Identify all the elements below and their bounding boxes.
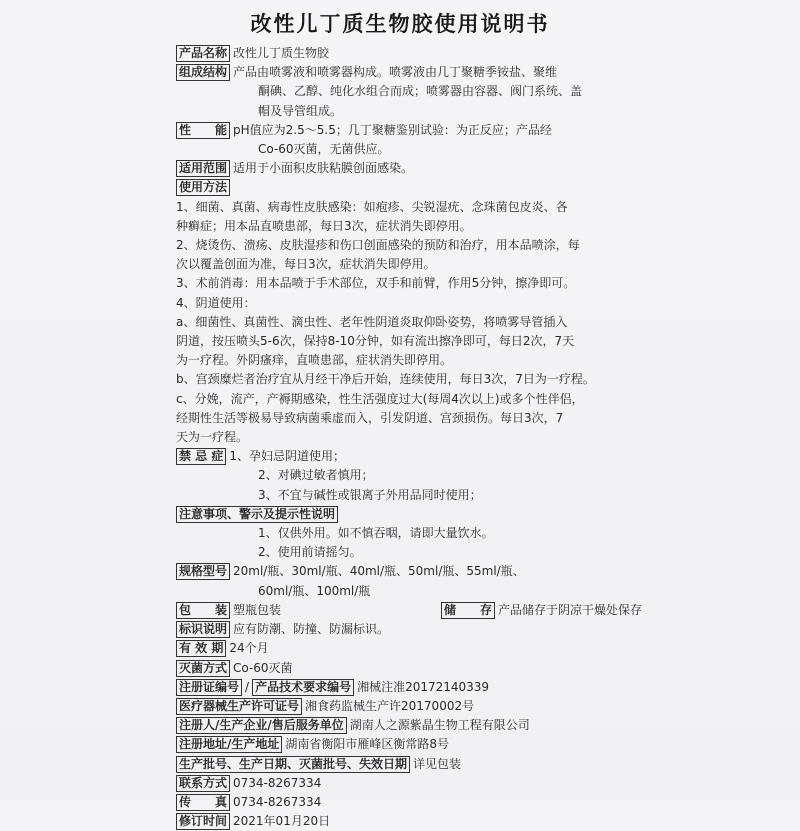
- sterilization-row: [176, 659, 642, 678]
- performance-row: [176, 121, 642, 159]
- contact-label: 联系方式: [176, 775, 230, 792]
- performance-label: 性 能: [176, 122, 230, 139]
- performance-line: Co-60灭菌，无菌供应。: [258, 142, 390, 157]
- scope-label: 适用范围: [176, 160, 230, 177]
- warning-item: 1、仅供外用。如不慎吞咽，请即大量饮水。: [258, 526, 494, 541]
- packaging-label: 包 装: [176, 602, 230, 619]
- composition-row: [176, 63, 642, 121]
- usage-line: 经期性生活等极易导致病菌乘虚而入，引发阴道、宫颈损伤。每日3次，7: [176, 410, 564, 425]
- specs-line: 20ml/瓶、30ml/瓶、40ml/瓶、50ml/瓶、55ml/瓶、: [233, 564, 525, 579]
- specs-line: 60ml/瓶、100ml/瓶: [258, 583, 371, 598]
- specs-row: [176, 562, 642, 600]
- warning-item: 2、使用前请摇匀。: [258, 545, 362, 560]
- contraindication-item: 3、不宜与碱性或银离子外用品同时使用；: [258, 487, 482, 502]
- product-name-label: 产品名称: [176, 45, 230, 62]
- registration-separator: /: [245, 679, 250, 694]
- revision-label: 修订时间: [176, 813, 230, 830]
- composition-line: 酮碘、乙醇、纯化水组合而成；喷雾器由容器、阀门系统、盖: [258, 84, 583, 99]
- scope-row: [176, 159, 642, 178]
- usage-section: [176, 178, 642, 447]
- sterilization-value: Co-60灭菌: [233, 660, 293, 675]
- fax-value: 0734-8267334: [233, 794, 322, 809]
- warnings-section: [176, 505, 642, 563]
- fax-label: 传 真: [176, 794, 230, 811]
- revision-row: [176, 812, 642, 831]
- validity-row: [176, 639, 642, 658]
- contact-row: [176, 774, 642, 793]
- usage-line: 2、烧烫伤、溃疡、皮肤湿疹和伤口创面感染的预防和治疗，用本品喷涂，每: [176, 238, 580, 253]
- packaging-cell: [176, 601, 281, 620]
- packaging-storage-row: [176, 601, 642, 620]
- usage-line: 4、阴道使用：: [176, 295, 256, 310]
- usage-line: 次以覆盖创面为准，每日3次，症状消失即停用。: [176, 257, 436, 272]
- address-label: 注册地址/生产地址: [176, 736, 282, 753]
- scope-value: 适用于小面积皮肤粘膜创面感染。: [233, 161, 414, 176]
- batch-value: 详见包装: [413, 756, 462, 771]
- batch-label: 生产批号、生产日期、灭菌批号、失效日期: [176, 756, 410, 773]
- usage-line: 天为一疗程。: [176, 430, 249, 445]
- batch-row: [176, 755, 642, 774]
- registration-value: 湘械注准20172140339: [357, 679, 490, 694]
- registration-row: [176, 678, 642, 697]
- revision-value: 2021年01月20日: [233, 814, 331, 829]
- validity-label: 有 效 期: [176, 640, 226, 657]
- composition-line: 帽及导管组成。: [258, 103, 343, 118]
- usage-line: 种癣症；用本品直喷患部，每日3次，症状消失即停用。: [176, 218, 472, 233]
- document-body: [176, 44, 642, 831]
- usage-line: 1、细菌、真菌、病毒性皮肤感染：如疱疹、尖锐湿疣、念珠菌包皮炎、各: [176, 199, 568, 214]
- marking-label: 标识说明: [176, 621, 230, 638]
- storage-value: 产品储存于阴凉干燥处保存: [497, 602, 642, 617]
- usage-line: 3、术前消毒：用本品喷于手术部位，双手和前臂，作用5分钟，擦净即可。: [176, 276, 576, 291]
- usage-line: 为一疗程。外阴瘙痒，直喷患部，症状消失即停用。: [176, 353, 453, 368]
- usage-line: 阴道，按压喷头5-6次，保持8-10分钟，如有流出擦净即可，每日2次，7天: [176, 334, 575, 349]
- contraindications-label: 禁 忌 症: [176, 448, 226, 465]
- composition-label: 组成结构: [176, 64, 230, 81]
- address-row: [176, 735, 642, 754]
- product-name-row: [176, 44, 642, 63]
- usage-label: 使用方法: [176, 179, 230, 196]
- usage-line: a、细菌性、真菌性、滴虫性、老年性阴道炎取仰卧姿势，将喷雾导管插入: [176, 314, 568, 329]
- contact-value: 0734-8267334: [233, 775, 322, 790]
- validity-value: 24个月: [229, 641, 269, 656]
- warnings-label: 注意事项、警示及提示性说明: [176, 506, 338, 523]
- product-name-value: 改性儿丁质生物胶: [233, 46, 330, 60]
- registration-label: 注册证编号: [176, 679, 242, 696]
- license-row: [176, 697, 642, 716]
- contraindication-item: 1、孕妇忌阴道使用；: [229, 449, 345, 464]
- registrant-label: 注册人/生产企业/售后服务单位: [176, 717, 347, 734]
- composition-line: 产品由喷雾液和喷雾器构成。喷雾液由几丁聚糖季铵盐、聚维: [233, 65, 558, 80]
- marking-row: [176, 620, 642, 639]
- specs-label: 规格型号: [176, 563, 230, 580]
- tech-requirement-label: 产品技术要求编号: [252, 679, 354, 696]
- storage-cell: [441, 601, 642, 620]
- registrant-row: [176, 716, 642, 735]
- document-title: 改性儿丁质生物胶使用说明书: [250, 12, 550, 36]
- contraindications-row: [176, 447, 642, 505]
- license-label: 医疗器械生产许可证号: [176, 698, 302, 715]
- registrant-value: 湖南人之源紫晶生物工程有限公司: [349, 718, 530, 733]
- address-value: 湖南省衡阳市雁峰区衡常路8号: [285, 737, 450, 752]
- usage-line: b、宫颈糜烂者治疗宜从月经干净后开始，连续使用，每日3次，7日为一疗程。: [176, 372, 595, 387]
- marking-value: 应有防潮、防撞、防漏标识。: [233, 622, 390, 637]
- usage-line: c、分娩，流产，产褥期感染，性生活强度过大(每周4次以上)或多个性伴侣，: [176, 391, 584, 406]
- license-value: 湘食药监械生产许20170002号: [305, 698, 475, 713]
- packaging-value: 塑瓶包装: [233, 602, 282, 617]
- performance-line: pH值应为2.5～5.5；几丁聚糖鉴别试验：为正反应；产品经: [233, 122, 552, 137]
- sterilization-label: 灭菌方式: [176, 660, 230, 677]
- fax-row: [176, 793, 642, 812]
- storage-label: 储 存: [441, 602, 495, 619]
- contraindication-item: 2、对碘过敏者慎用；: [258, 468, 374, 483]
